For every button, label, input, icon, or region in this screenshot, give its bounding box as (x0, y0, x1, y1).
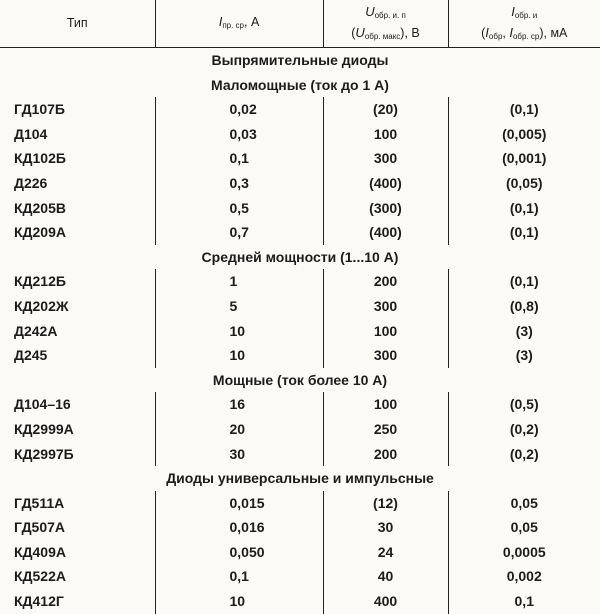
diode-type-cell: КД202Ж (14, 297, 69, 314)
table-row (0, 122, 600, 147)
reverse-current-cell: (0,8) (448, 294, 600, 319)
table-body (0, 48, 600, 614)
reverse-current-cell: (3) (448, 343, 600, 368)
section-heading-row (0, 466, 600, 491)
forward-current-cell: 10 (155, 343, 323, 368)
diode-type-cell: КД209А (14, 224, 66, 241)
forward-current-cell: 10 (155, 319, 323, 344)
reverse-voltage-cell: (400) (323, 171, 448, 196)
forward-current-cell: 0,1 (155, 146, 323, 171)
diode-type-cell: ГД107Б (14, 101, 65, 118)
diode-type-cell: Д245 (14, 347, 48, 364)
table-row (0, 589, 600, 614)
header-reverse-voltage: $U_{обр. и. п}$ $(U_{обр. макс})$, В (323, 0, 448, 48)
header-reverse-current: $I_{обр. и}$ ($I_{обр}$, $I_{обр. ср}$), мА (448, 0, 600, 48)
reverse-current-cell: 0,05 (448, 515, 600, 540)
forward-current-cell: 0,016 (155, 515, 323, 540)
header-forward-current: $I_{пр. ср}$, А (155, 0, 323, 48)
diode-type-cell: ГД507А (14, 519, 66, 536)
reverse-current-cell: (0,1) (448, 196, 600, 221)
reverse-current-cell: (0,1) (448, 220, 600, 245)
reverse-voltage-cell: 400 (323, 589, 448, 614)
reverse-current-cell: (0,005) (448, 122, 600, 147)
reverse-current-cell: (0,001) (448, 146, 600, 171)
reverse-current-cell: (0,05) (448, 171, 600, 196)
diode-type-cell: Д242А (14, 322, 58, 339)
reverse-voltage-cell: 100 (323, 319, 448, 344)
diode-type-cell: Д104–16 (14, 396, 71, 413)
diode-type-cell: ГД511А (14, 494, 65, 511)
forward-current-cell: 0,02 (155, 97, 323, 122)
forward-current-cell: 0,03 (155, 122, 323, 147)
reverse-current-cell: (0,2) (448, 417, 600, 442)
reverse-voltage-cell: 30 (323, 515, 448, 540)
section-heading: Мощные (ток более 10 А) (212, 371, 388, 388)
table-row (0, 97, 600, 122)
section-heading-row (0, 73, 600, 98)
forward-current-cell: 1 (155, 269, 323, 294)
reverse-current-cell: 0,002 (448, 564, 600, 589)
table-row (0, 343, 600, 368)
reverse-voltage-cell: 40 (323, 564, 448, 589)
section-heading: Диоды универсальные и импульсные (166, 470, 434, 487)
table-row (0, 442, 600, 467)
reverse-voltage-cell: (300) (323, 196, 448, 221)
forward-current-cell: 10 (155, 589, 323, 614)
reverse-current-cell: (0,1) (448, 269, 600, 294)
reverse-voltage-cell: (12) (323, 491, 448, 516)
forward-current-cell: 20 (155, 417, 323, 442)
diode-type-cell: КД409А (14, 543, 66, 560)
table-row (0, 515, 600, 540)
reverse-voltage-cell: 200 (323, 269, 448, 294)
forward-current-cell: 16 (155, 392, 323, 417)
diode-type-cell: КД2999А (14, 420, 74, 437)
diode-type-cell: Д226 (14, 174, 48, 191)
forward-current-cell: 0,015 (155, 491, 323, 516)
diode-type-cell: КД412Г (14, 593, 64, 610)
table-row (0, 540, 600, 565)
section-heading: Средней мощности (1...10 А) (201, 248, 399, 265)
forward-current-cell: 0,3 (155, 171, 323, 196)
section-heading: Выпрямительные диоды (211, 52, 389, 68)
table-row (0, 196, 600, 221)
reverse-voltage-cell: 100 (323, 122, 448, 147)
reverse-current-cell: (3) (448, 319, 600, 344)
forward-current-cell: 0,7 (155, 220, 323, 245)
reverse-current-cell: (0,5) (448, 392, 600, 417)
reverse-voltage-cell: 200 (323, 442, 448, 467)
diode-type-cell: КД522А (14, 568, 66, 585)
table-row (0, 269, 600, 294)
reverse-voltage-cell: (20) (323, 97, 448, 122)
forward-current-cell: 30 (155, 442, 323, 467)
reverse-voltage-cell: 300 (323, 294, 448, 319)
reverse-current-cell: (0,1) (448, 97, 600, 122)
diode-type-cell: Д104 (14, 125, 48, 142)
table-header (0, 0, 600, 48)
forward-current-cell: 5 (155, 294, 323, 319)
diode-type-cell: КД2997Б (14, 445, 74, 462)
table-row (0, 294, 600, 319)
diode-type-cell: КД212Б (14, 273, 66, 290)
forward-current-cell: 0,1 (155, 564, 323, 589)
reverse-voltage-cell: 100 (323, 392, 448, 417)
reverse-current-cell: (0,2) (448, 442, 600, 467)
table-row (0, 146, 600, 171)
table-row (0, 491, 600, 516)
section-heading: Маломощные (ток до 1 А) (211, 76, 389, 93)
table-row (0, 392, 600, 417)
reverse-voltage-cell: 300 (323, 146, 448, 171)
reverse-current-cell: 0,0005 (448, 540, 600, 565)
forward-current-cell: 0,050 (155, 540, 323, 565)
table-row (0, 564, 600, 589)
forward-current-cell: 0,5 (155, 196, 323, 221)
reverse-voltage-cell: 24 (323, 540, 448, 565)
table-row (0, 220, 600, 245)
diode-type-cell: КД102Б (14, 150, 66, 167)
reverse-current-cell: 0,05 (448, 491, 600, 516)
diode-type-cell: КД205В (14, 199, 66, 216)
section-heading-row (0, 48, 600, 73)
reverse-current-cell: 0,1 (448, 589, 600, 614)
table-row (0, 417, 600, 442)
section-heading-row (0, 368, 600, 393)
table-row (0, 171, 600, 196)
reverse-voltage-cell: 300 (323, 343, 448, 368)
section-heading-row (0, 245, 600, 270)
table-row (0, 319, 600, 344)
reverse-voltage-cell: 250 (323, 417, 448, 442)
header-type: Тип (0, 0, 155, 48)
reverse-voltage-cell: (400) (323, 220, 448, 245)
